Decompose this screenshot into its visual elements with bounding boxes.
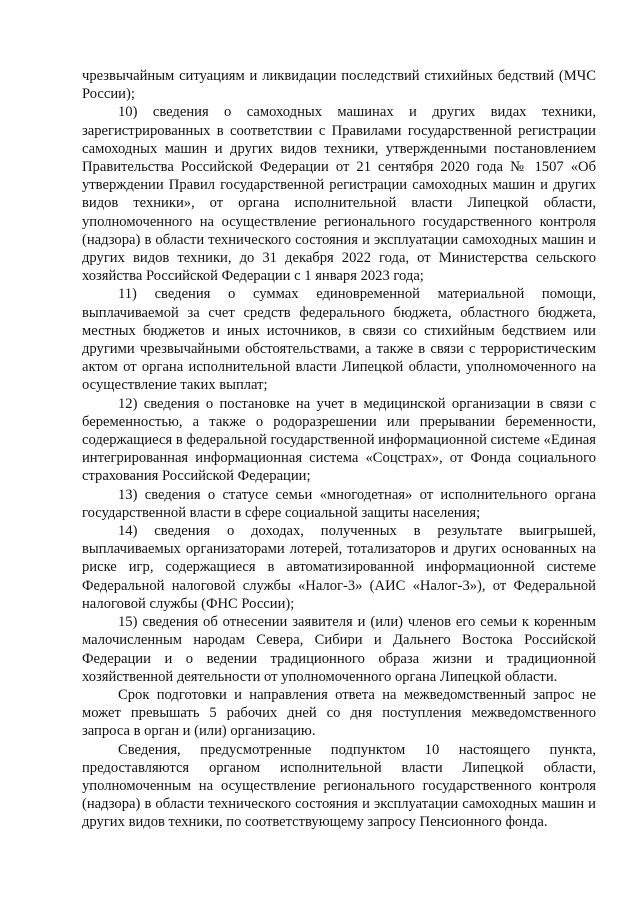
paragraph-continuation: чрезвычайным ситуациям и ликвидации последствий стихийных бедствий (МЧС России); <box>82 68 596 103</box>
paragraph-item-11: 11) сведения о суммах единовременной материальной помощи, выплачиваемой за счет средств федерального бюджета, областного бюджета, местных бюджетов и иных источников, в связи со стихийным бедствием или другими чрезвычайными обстоятельствами, а также в связи с террористическим актом от органа исполнительной власти Липецкой области, уполномоченного на осуществление таких выплат; <box>82 286 596 394</box>
paragraph-item-13: 13) сведения о статусе семьи «многодетная» от исполнительного органа государственной власти в сфере социальной защиты населения; <box>82 486 596 521</box>
paragraph-subitem-10-provision: Сведения, предусмотренные подпунктом 10 настоящего пункта, предоставляются органом исполнительной власти Липецкой области, уполномоченным на осуществление регионального государственного контроля (надзора) в области технического состояния и эксплуатации самоходных машин и других видов техники, по соответствующему запросу Пенсионного фонда. <box>82 741 596 831</box>
paragraph-response-deadline: Срок подготовки и направления ответа на межведомственный запрос не может превышать 5 рабочих дней со дня поступления межведомственного запроса в орган и (или) организацию. <box>82 686 596 740</box>
paragraph-item-15: 15) сведения об отнесении заявителя и (или) членов его семьи к коренным малочисленным народам Севера, Сибири и Дальнего Востока Российской Федерации и о ведении традиционного образа жизни и традиционной хозяйственной деятельности от уполномоченного органа Липецкой области. <box>82 614 596 685</box>
paragraph-item-14: 14) сведения о доходах, полученных в результате выигрышей, выплачиваемых организаторами лотерей, тотализаторов и других основанных на риске игр, содержащиеся в автоматизированной информационной системе Федеральной налоговой службы «Налог-3» (АИС «Налог-3»), от Федеральной налоговой службы (ФНС России); <box>82 523 596 612</box>
document-page <box>82 67 596 832</box>
paragraph-item-10: 10) сведения о самоходных машинах и других видах техники, зарегистрированных в соответствии с Правилами государственной регистрации самоходных машин и других видов техники, утвержденными постановлением Правительства Российской Федерации от 21 сентября 2020 года № 1507 «Об утверждении Правил государственной регистрации самоходных машин и других видов техники», от органа исполнительной власти Липецкой области, уполномоченного на осуществление регионального государственного контроля (надзора) в области технического состояния и эксплуатации самоходных машин и других видов техники, до 31 декабря 2022 года, от Министерства сельского хозяйства Российской Федерации с 1 января 2023 года; <box>82 104 596 285</box>
paragraph-item-12: 12) сведения о постановке на учет в медицинской организации в связи с беременностью, а также о родоразрешении или прерывании беременности, содержащиеся в федеральной государственной информационной системе «Единая интегрированная информационная система «Соцстрах», от Фонда социального страхования Российской Федерации; <box>82 395 596 485</box>
